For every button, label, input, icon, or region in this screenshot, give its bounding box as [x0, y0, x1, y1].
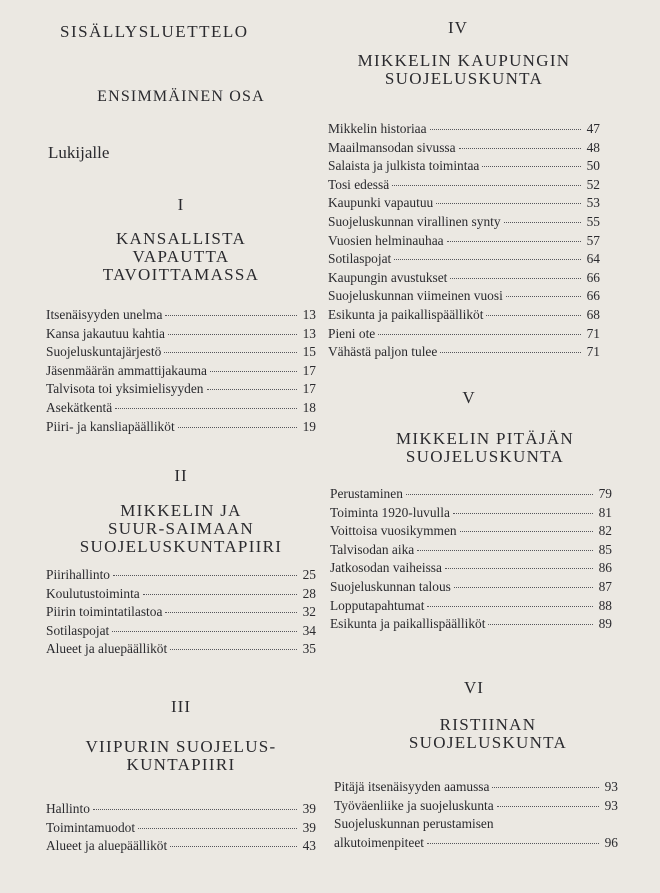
toc-entry — [46, 640, 316, 659]
section-2-title — [46, 502, 316, 556]
entry-title: Suojeluskunnan virallinen synty — [328, 213, 501, 229]
toc-entry — [46, 362, 316, 381]
leader-dots — [427, 606, 593, 607]
leader-dots — [378, 334, 581, 335]
section-title-line: MIKKELIN JA — [120, 501, 242, 520]
leader-dots — [138, 828, 297, 829]
entry-page: 66 — [586, 288, 600, 304]
entry-title: Alueet ja aluepäälliköt — [46, 641, 168, 657]
entry-title: Esikunta ja paikallispäälliköt — [330, 616, 486, 632]
section-title-line: SUUR-SAIMAAN — [108, 519, 254, 538]
leader-dots — [93, 809, 297, 810]
leader-dots — [112, 631, 297, 632]
entry-page: 39 — [302, 819, 316, 835]
leader-dots — [394, 259, 581, 260]
toc-entry — [328, 157, 600, 176]
section-1-entries — [46, 306, 316, 436]
leader-dots — [445, 568, 593, 569]
section-6-numeral: VI — [464, 678, 484, 697]
toc-entry — [46, 622, 316, 641]
toc-entry — [330, 597, 612, 616]
section-5-title — [346, 430, 624, 466]
entry-title: Tosi edessä — [328, 176, 390, 192]
leader-dots — [165, 315, 297, 316]
toc-entry — [328, 232, 600, 251]
leader-dots — [427, 843, 599, 844]
section-4-entries — [328, 120, 600, 362]
entry-page: 32 — [302, 604, 316, 620]
leader-dots — [168, 334, 297, 335]
leader-dots — [164, 352, 297, 353]
toc-entry — [330, 559, 612, 578]
entry-title: Piiri- ja kansliapäälliköt — [46, 418, 175, 434]
leader-dots — [450, 278, 581, 279]
entry-title: Toiminta 1920-luvulla — [330, 504, 450, 520]
entry-title: Koulutustoiminta — [46, 585, 140, 601]
entry-page: 79 — [598, 486, 612, 501]
toc-entry — [46, 380, 316, 399]
entry-page: 52 — [586, 176, 600, 192]
entry-title: Toimintamuodot — [46, 819, 136, 835]
leader-dots — [165, 612, 297, 613]
entry-page: 53 — [586, 195, 600, 211]
toc-entry — [334, 778, 618, 797]
section-6-entries — [334, 778, 618, 852]
entry-page: 64 — [586, 251, 600, 267]
toc-entry — [46, 343, 316, 362]
left-column — [46, 0, 316, 893]
toc-entry — [328, 250, 600, 269]
entry-page: 86 — [598, 560, 612, 576]
entry-title: Perustaminen — [330, 486, 403, 501]
section-title-line: SUOJELUSKUNTAPIIRI — [79, 537, 283, 556]
entry-page: 13 — [302, 325, 316, 341]
section-1-title — [46, 230, 316, 284]
section-title-line: KANSALLISTA — [115, 229, 247, 248]
entry-title: Jäsenmäärän ammattijakauma — [46, 362, 207, 378]
leader-dots — [447, 241, 581, 242]
contents-title: SISÄLLYSLUETTELO — [60, 22, 249, 41]
entry-page: 47 — [586, 121, 600, 136]
leader-dots — [436, 203, 581, 204]
leader-dots — [207, 389, 297, 390]
section-4-numeral: IV — [448, 18, 468, 37]
section-2-entries — [46, 566, 316, 659]
toc-entry — [334, 815, 618, 852]
toc-entry — [328, 306, 600, 325]
entry-page: 89 — [598, 616, 612, 632]
entry-title: Sotilaspojat — [46, 622, 110, 638]
toc-entry — [328, 194, 600, 213]
entry-title: Hallinto — [46, 801, 90, 816]
entry-page: 19 — [302, 418, 316, 434]
section-title-line: RISTIINAN — [439, 715, 537, 734]
entry-continuation — [334, 834, 618, 853]
toc-entry — [46, 837, 316, 856]
leader-dots — [115, 408, 297, 409]
toc-entry — [330, 485, 612, 504]
entry-title: Salaista ja julkista toimintaa — [328, 158, 480, 174]
entry-page: 55 — [586, 213, 600, 229]
entry-page: 15 — [302, 344, 316, 360]
leader-dots — [440, 352, 581, 353]
entry-title: Suojeluskunnan viimeinen vuosi — [328, 288, 503, 304]
leader-dots — [492, 787, 599, 788]
section-title-line: MIKKELIN KAUPUNGIN — [357, 51, 571, 70]
entry-title: Mikkelin historiaa — [328, 121, 427, 136]
entry-page: 43 — [302, 838, 316, 854]
toc-entry — [330, 578, 612, 597]
right-column — [328, 0, 618, 893]
entry-page: 81 — [598, 504, 612, 520]
toc-entry — [328, 325, 600, 344]
toc-entry — [328, 176, 600, 195]
entry-page: 82 — [598, 523, 612, 539]
toc-entry — [334, 797, 618, 816]
entry-page: 57 — [586, 232, 600, 248]
section-title-line: MIKKELIN PITÄJÄN — [395, 429, 575, 448]
entry-page: 48 — [586, 139, 600, 155]
leader-dots — [170, 649, 297, 650]
entry-title: Sotilaspojat — [328, 251, 392, 267]
entry-title: Itsenäisyyden unelma — [46, 307, 163, 322]
toc-entry — [46, 819, 316, 838]
leader-dots — [488, 624, 593, 625]
entry-page: 85 — [598, 541, 612, 557]
toc-entry — [328, 120, 600, 139]
entry-page: 34 — [302, 622, 316, 638]
entry-title: Vuosien helminauhaa — [328, 232, 444, 248]
leader-dots — [430, 129, 581, 130]
leader-dots — [392, 185, 581, 186]
toc-entry — [328, 213, 600, 232]
leader-dots — [113, 575, 297, 576]
leader-dots — [178, 427, 297, 428]
section-5-entries — [330, 485, 612, 634]
entry-page: 96 — [604, 834, 618, 850]
toc-entry — [328, 343, 600, 362]
toc-entry — [328, 287, 600, 306]
entry-title: Voittoisa vuosikymmen — [330, 523, 457, 539]
entry-title: Suojeluskunnan talous — [330, 578, 451, 594]
entry-title: Esikunta ja paikallispäälliköt — [328, 306, 484, 322]
entry-title: Suojeluskuntajärjestö — [46, 344, 162, 360]
section-3-numeral: III — [171, 697, 191, 716]
leader-dots — [453, 513, 593, 514]
section-title-line: SUOJELUSKUNTA — [408, 733, 568, 752]
toc-entry — [46, 585, 316, 604]
entry-title: Pitäjä itsenäisyyden aamussa — [334, 779, 490, 794]
entry-page: 17 — [302, 362, 316, 378]
toc-entry — [46, 800, 316, 819]
intro-entry: Lukijalle — [48, 143, 110, 162]
entry-page: 35 — [302, 641, 316, 657]
entry-title: Kaupungin avustukset — [328, 269, 448, 285]
entry-title: Alueet ja aluepäälliköt — [46, 838, 168, 854]
entry-page: 68 — [586, 306, 600, 322]
entry-title: Pieni ote — [328, 325, 376, 341]
section-title-line: VAPAUTTA — [132, 247, 230, 266]
leader-dots — [506, 296, 581, 297]
toc-entry — [46, 603, 316, 622]
leader-dots — [460, 531, 593, 532]
toc-entry — [46, 306, 316, 325]
toc-entry — [46, 399, 316, 418]
entry-title: Piirin toimintatilastoa — [46, 604, 163, 620]
section-3-entries — [46, 800, 316, 856]
toc-entry — [46, 566, 316, 585]
entry-title: Maailmansodan sivussa — [328, 139, 456, 155]
entry-title: Kaupunki vapautuu — [328, 195, 434, 211]
entry-title: Suojeluskunnan perustamisen — [334, 816, 494, 832]
section-6-title — [346, 716, 630, 752]
leader-dots — [170, 846, 297, 847]
section-title-line: KUNTAPIIRI — [126, 755, 236, 774]
leader-dots — [406, 494, 593, 495]
toc-entry — [330, 504, 612, 523]
section-3-title — [46, 738, 316, 774]
section-2-numeral: II — [174, 466, 188, 485]
entry-title: Asekätkentä — [46, 399, 113, 415]
entry-page: 71 — [586, 325, 600, 341]
entry-page: 13 — [302, 307, 316, 322]
entry-title: Jatkosodan vaiheissa — [330, 560, 442, 576]
leader-dots — [482, 166, 581, 167]
entry-page: 93 — [604, 797, 618, 813]
entry-page: 66 — [586, 269, 600, 285]
section-4-title — [328, 52, 600, 88]
section-title-line: TAVOITTAMASSA — [102, 265, 260, 284]
entry-title: Talvisota toi yksimielisyyden — [46, 381, 204, 397]
section-title-line: SUOJELUSKUNTA — [405, 447, 565, 466]
section-5-numeral: V — [462, 388, 476, 407]
entry-title: Piirihallinto — [46, 567, 110, 582]
entry-title: Työväenliike ja suojeluskunta — [334, 797, 494, 813]
entry-page: 50 — [586, 158, 600, 174]
entry-page: 87 — [598, 578, 612, 594]
entry-page: 28 — [302, 585, 316, 601]
entry-title-continued: alkutoimenpiteet — [334, 834, 424, 850]
toc-entry — [330, 541, 612, 560]
section-title-line: VIIPURIN SUOJELUS- — [85, 737, 277, 756]
entry-page: 18 — [302, 399, 316, 415]
toc-entry — [330, 615, 612, 634]
leader-dots — [459, 148, 581, 149]
entry-page: 39 — [302, 801, 316, 816]
toc-entry — [46, 418, 316, 437]
section-title-line: SUOJELUSKUNTA — [384, 69, 544, 88]
leader-dots — [504, 222, 581, 223]
entry-title: Lopputapahtumat — [330, 597, 425, 613]
entry-title: Vähästä paljon tulee — [328, 344, 438, 360]
entry-page: 17 — [302, 381, 316, 397]
leader-dots — [210, 371, 297, 372]
entry-page: 71 — [586, 344, 600, 360]
entry-title: Kansa jakautuu kahtia — [46, 325, 165, 341]
leader-dots — [454, 587, 593, 588]
entry-title: Talvisodan aika — [330, 541, 415, 557]
toc-entry — [46, 325, 316, 344]
part-title: ENSIMMÄINEN OSA — [97, 88, 265, 105]
toc-entry — [328, 139, 600, 158]
section-1-numeral: I — [177, 195, 185, 214]
toc-entry — [330, 522, 612, 541]
leader-dots — [486, 315, 581, 316]
entry-page: 88 — [598, 597, 612, 613]
leader-dots — [497, 806, 599, 807]
toc-entry — [328, 269, 600, 288]
entry-page: 93 — [604, 779, 618, 794]
leader-dots — [143, 594, 297, 595]
entry-page: 25 — [302, 567, 316, 582]
leader-dots — [417, 550, 593, 551]
